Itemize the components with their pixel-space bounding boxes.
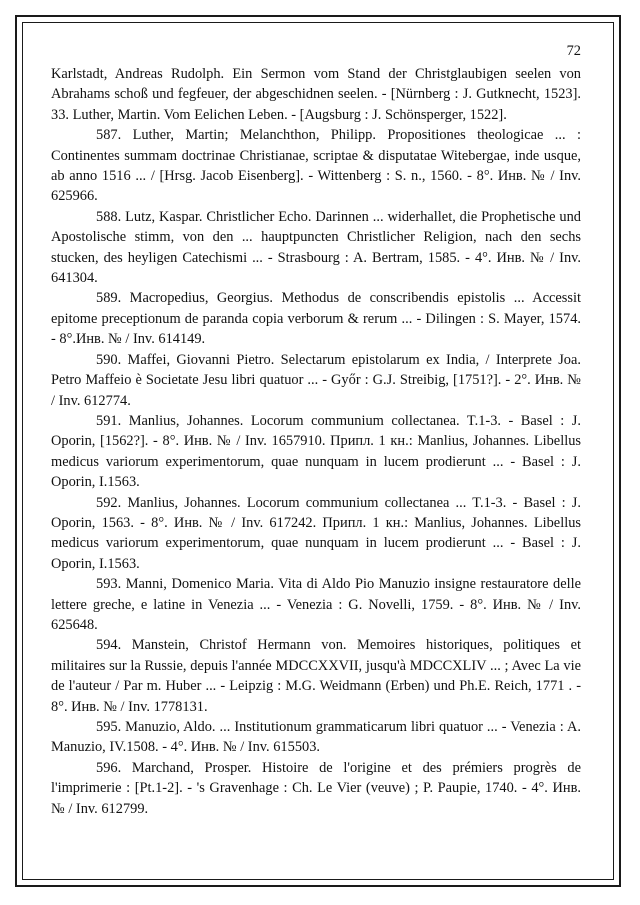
page-number: 72 — [566, 43, 581, 59]
entry-594: 594. Manstein, Christof Hermann von. Memoires historiques, politiques et militaires sur la Russie, depuis l'année MDCCXXVII, jusqu'à MDCCXLIV ... ; Avec La vie de l'auteur / Par m. Huber ... - Leipzig : M.G. Weidmann (Erben) und Ph.E. Reich, 1771 . - 8°. Инв. № / Inv. 1778131. — [51, 637, 581, 715]
entry-595: 595. Manuzio, Aldo. ... Institutionum grammaticarum libri quatuor ... - Venezia : A. Manuzio, IV.1508. - 4°. Инв. № / Inv. 615503. — [51, 719, 581, 756]
entry-591: 591. Manlius, Johannes. Locorum communium collectanea. T.1-3. - Basel : J. Oporin, [1562?]. - 8°. Инв. № / Inv. 1657910. Припл. 1 кн.: Manlius, Johannes. Libellus medicus variorum experimentorum, quae nunquam in lucem prodierunt ... - Basel : J. Oporin, I.1563. — [51, 412, 581, 491]
entry-596: 596. Marchand, Prosper. Histoire de l'origine et des prémiers progrès de l'imprimerie : [Pt.1-2]. - 's Gravenhage : Ch. Le Vier (veuve) ; P. Paupie, 1740. - 4°. Инв. № / Inv. 612799. — [51, 759, 581, 817]
entry-589: 589. Macropedius, Georgius. Methodus de conscribendis epistolis ... Accessit epitome preceptionum de paranda copia verborum & rerum ... - Dilingen : S. Mayer, 1574. - 8°.Инв. № / Inv. 614149. — [51, 290, 581, 348]
entry-588: 588. Lutz, Kaspar. Christlicher Echo. Darinnen ... widerhallet, die Prophetische und Apostolische stimm, von den ... hauptpuncten Christlicher Religion, nach den sechs stucken, des heyligen Catechismi ... - Strasbourg : A. Bertram, 1585. - 4°. Инв. № / Inv. 641304. — [51, 208, 581, 287]
entry-593: 593. Manni, Domenico Maria. Vita di Aldo Pio Manuzio insigne restauratore delle lettere greche, e latine in Venezia ... - Venezia : G. Novelli, 1759. - 8°. Инв. № / Inv. 625648. — [51, 576, 581, 633]
entry-continuation: Karlstadt, Andreas Rudolph. Ein Sermon vom Stand der Christglaubigen seelen von Abrahams schoß und fegfeuer, der abgeschidnen seelen. - [Nürnberg : J. Gutknecht, 1523]. 33. Luther, Martin. Vom Eelichen Leben. - [Augsburg : J. Schönsperger, 1522]. — [51, 66, 581, 123]
entry-590: 590. Maffei, Giovanni Pietro. Selectarum epistolarum ex India, / Interprete Joa. Petro Maffeio è Societate Jesu libri quatuor ... - Győr : G.J. Streibig, [1751?]. - 2°. Инв. № / Inv. 612774. — [51, 351, 581, 409]
document-page — [51, 38, 581, 819]
entry-592: 592. Manlius, Johannes. Locorum communium collectanea ... T.1-3. - Basel : J. Oporin, 1563. - 8°. Инв. № / Inv. 617242. Припл. 1 кн.: Manlius, Johannes. Libellus medicus variorum experimentorum, quae nunquam in lucem prodierunt ... - Basel : J. Oporin, I.1563. — [51, 494, 581, 572]
entry-587: 587. Luther, Martin; Melanchthon, Philipp. Propositiones theologicae ... : Continentes summam doctrinae Christianae, scriptae & disputatae Witebergae, inde usque, ab anno 1516 ... / [Hrsg. Jacob Eisenberg]. - Wittenberg : S. n., 1560. - 8°. Инв. № / Inv. 625966. — [51, 127, 581, 205]
